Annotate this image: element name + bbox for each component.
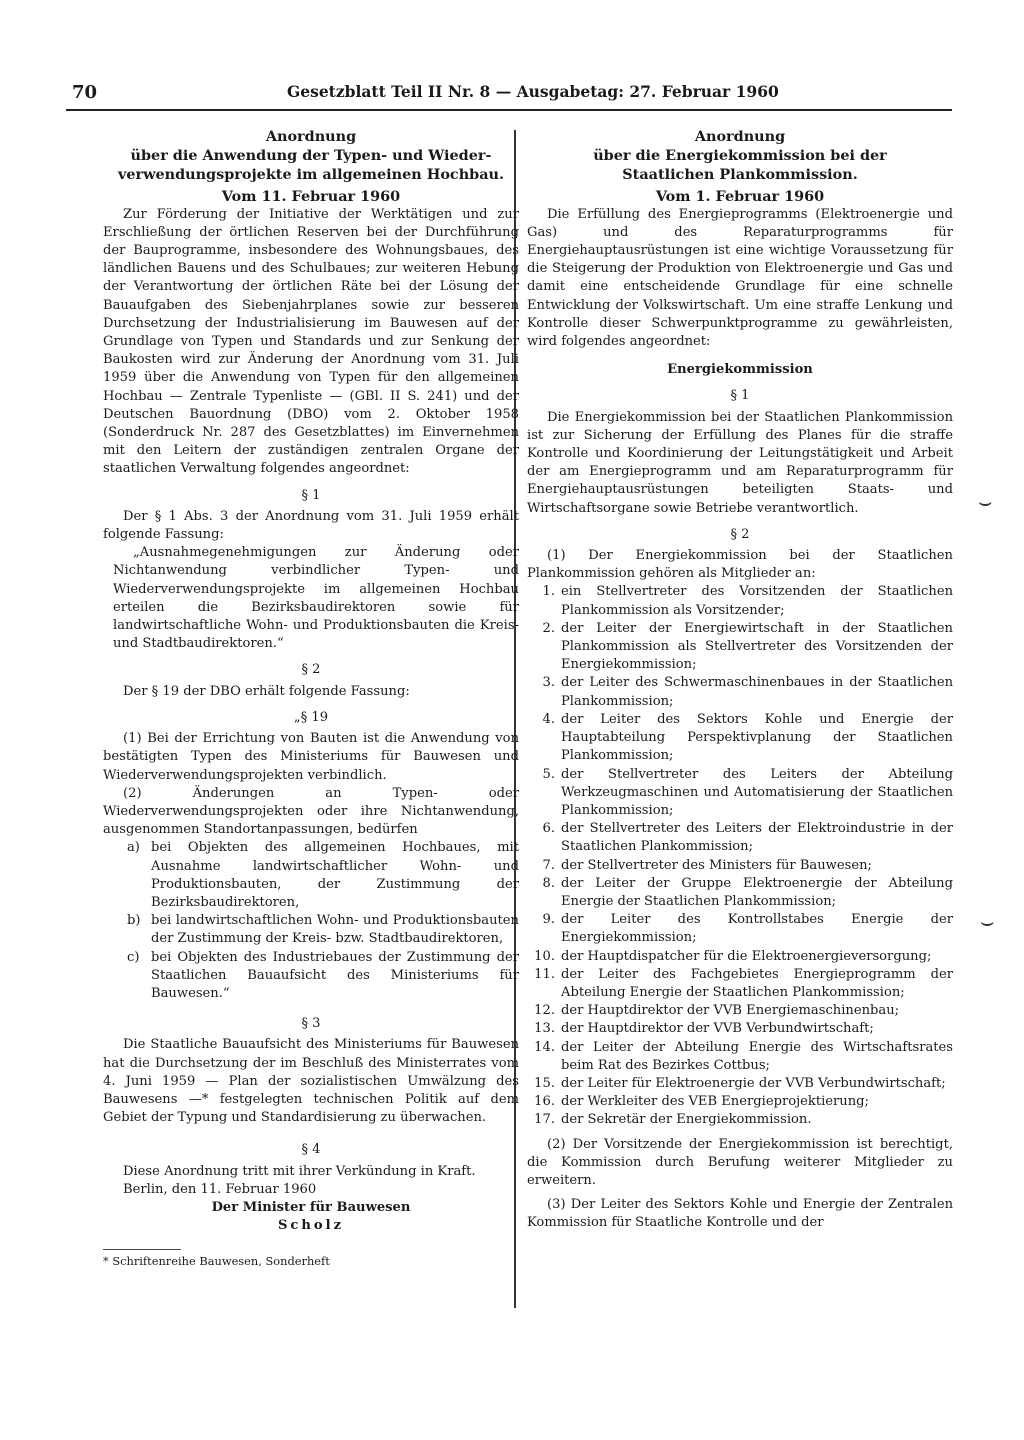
list-item-label: b) — [127, 913, 141, 929]
list-item-label: 8. — [542, 875, 555, 891]
list-item — [527, 911, 953, 947]
list-item — [527, 583, 953, 619]
list-item-label: 9. — [542, 912, 555, 928]
right-section-2-paragraph-1: (1) Der Energiekommission bei der Staatlichen Plankommission gehören als Mitglieder an: — [527, 548, 953, 582]
list-item-label: a) — [127, 840, 140, 856]
list-item-text: der Stellvertreter des Ministers für Bauwesen; — [561, 857, 872, 873]
signatory-title: Der Minister für Bauwesen — [211, 1199, 411, 1215]
list-item-text: bei Objekten des allgemeinen Hochbaues, mit Ausnahme landwirtschaftlicher Wohn- und Produktionsbauten, der Zustimmung der Bezirksbaudirektoren, — [151, 840, 519, 910]
page-header — [0, 82, 1024, 108]
left-title — [103, 127, 519, 185]
left-section-4-heading: § 4 — [301, 1142, 321, 1158]
right-preamble: Die Erfüllung des Energieprogramms (Elektroenergie und Gas) und des Reparaturprogramms für Energiehauptausrüstungen ist eine wichtige Voraussetzung für die Steigerung der Produktion von Elektroenergie und Gas und damit eine entscheidende Grundlage für eine schnelle Entwicklung der Volkswirtschaft. Um eine straffe Lenkung und Kontrolle dieser Schwerpunktprogramme zu gewährleisten, wird folgendes angeordnet: — [527, 206, 953, 350]
right-date: Vom 1. Februar 1960 — [655, 187, 825, 205]
list-item-text: der Werkleiter des VEB Energieprojektierung; — [561, 1094, 869, 1110]
list-item-text: der Leiter der Abteilung Energie des Wirtschaftsrates beim Rat des Bezirkes Cottbus; — [561, 1039, 953, 1073]
list-item — [527, 1111, 953, 1129]
right-title-line: Anordnung — [694, 128, 786, 145]
right-title — [527, 127, 953, 185]
list-item — [527, 875, 953, 911]
list-item-label: 15. — [534, 1075, 555, 1091]
left-section-4-text: Diese Anordnung tritt mit ihrer Verkündung in Kraft. — [123, 1163, 476, 1179]
left-section-1-quote: „Ausnahmegenehmigungen zur Änderung oder Nichtanwendung verbindlicher Typen- und Wiederverwendungsprojekte im allgemeinen Hochbau erteilen die Bezirksbaudirektoren sowie für landwirtschaftliche Wohn- und Produktionsbauten die Kreis- und Stadtbaudirektoren.“ — [113, 545, 519, 652]
list-item-label: 7. — [542, 857, 555, 873]
left-date: Vom 11. Februar 1960 — [221, 187, 401, 205]
right-title-line: über die Energiekommission bei der — [593, 147, 887, 165]
list-item-label: 16. — [534, 1094, 555, 1110]
list-item-label: 5. — [542, 766, 555, 782]
running-title: Gesetzblatt Teil II Nr. 8 — Ausgabetag: 27. Februar 1960 — [287, 82, 779, 101]
left-title-line: verwendungsprojekte im allgemeinen Hochbau. — [117, 166, 505, 184]
list-item-label: 4. — [542, 711, 555, 727]
list-item-label: c) — [127, 949, 140, 965]
left-section-2-heading: § 2 — [301, 662, 321, 678]
list-item — [527, 1002, 953, 1020]
list-item-text: der Leiter des Fachgebietes Energieprogramm der Abteilung Energie der Staatlichen Plankommission; — [561, 966, 953, 1000]
list-item — [103, 949, 519, 1004]
list-item-label: 11. — [534, 966, 555, 982]
list-item-label: 17. — [534, 1112, 555, 1128]
list-item — [527, 1075, 953, 1093]
list-item-text: ein Stellvertreter des Vorsitzenden der Staatlichen Plankommission als Vorsitzender; — [561, 584, 953, 618]
list-item — [527, 674, 953, 710]
left-section-2-intro: Der § 19 der DBO erhält folgende Fassung: — [123, 683, 410, 699]
list-item-label: 1. — [542, 584, 555, 600]
list-item — [527, 766, 953, 821]
left-section-1-intro: Der § 1 Abs. 3 der Anordnung vom 31. Juli 1959 erhält folgende Fassung: — [103, 508, 519, 543]
list-item-text: der Sekretär der Energiekommission. — [561, 1112, 812, 1128]
list-item-text: der Leiter des Sektors Kohle und Energie der Hauptabteilung Perspektivplanung der Staatlichen Plankommission; — [561, 711, 953, 764]
list-item-text: der Leiter der Energiewirtschaft in der Staatlichen Plankommission als Stellvertreter des Vorsitzenden der Energiekommission; — [561, 620, 953, 673]
list-item-text: der Hauptdirektor der VVB Energiemaschinenbau; — [561, 1003, 900, 1019]
list-item-text: der Hauptdispatcher für die Elektroenergieversorgung; — [561, 948, 932, 964]
list-item-label: 3. — [542, 675, 555, 691]
dbo-section-19-paragraph-1: (1) Bei der Errichtung von Bauten ist die Anwendung von bestätigten Typen des Ministeriums für Bauwesen und Wiederverwendungsprojekten verbindlich. — [103, 731, 519, 783]
list-item — [103, 912, 519, 948]
list-item — [527, 1020, 953, 1038]
member-list — [527, 583, 953, 1129]
list-item-text: der Leiter des Schwermaschinenbaues in der Staatlichen Plankommission; — [561, 675, 953, 709]
list-item-text: der Leiter des Kontrollstabes Energie der Energiekommission; — [561, 912, 953, 946]
right-section-2-paragraph-2: (2) Der Vorsitzende der Energiekommission ist berechtigt, die Kommission durch Berufung weiterer Mitglieder zu erweitern. — [527, 1136, 953, 1188]
right-column — [527, 127, 953, 1233]
list-item — [527, 1039, 953, 1075]
dbo-section-19-paragraph-2: (2) Änderungen an Typen- oder Wiederverwendungsprojekten oder ihre Nichtanwendung, ausgenommen Standortanpassungen, bedürfen — [103, 785, 519, 838]
list-item-text: der Leiter für Elektroenergie der VVB Verbundwirtschaft; — [561, 1075, 946, 1091]
header-rule — [66, 109, 952, 111]
list-item-label: 10. — [534, 948, 555, 964]
left-section-3-text: Die Staatliche Bauaufsicht des Ministeriums für Bauwesen hat die Durchsetzung der im Beschluß des Ministerrates vom 4. Juni 1959 — Plan der sozialistischen Umwälzung des Bauwesens —* festgelegten technischen Politik auf dem Gebiet der Typung und Standardisierung zu überwachen. — [103, 1037, 519, 1126]
left-preamble: Zur Förderung der Initiative der Werktätigen und zur Erschließung der örtlichen Reserven bei der Durchführung der Bauprogramme, insbesondere des Wohnungsbaues, des ländlichen Bauens und des Schulbaues; zur weiteren Hebung der Verantwortung der örtlichen Räte bei der Lösung der Bauaufgaben des Siebenjahrplanes sowie zur besseren Durchsetzung der Industrialisierung im Bauwesen auf der Grundlage von Typen und Standards und zur Senkung der Baukosten wird zur Änderung der Anordnung vom 31. Juli 1959 über die Anwendung von Typen für den allgemeinen Hochbau — Zentrale Typenliste — (GBl. II S. 241) und der Deutschen Bauordnung (DBO) vom 2. Oktober 1958 (Sonderdruck Nr. 287 des Gesetzblattes) im Einvernehmen mit den Leitern der zuständigen zentralen Organe der staatlichen Verwaltung folgendes angeordnet: — [103, 206, 519, 477]
dbo-section-19-heading: „§ 19 — [293, 709, 329, 725]
left-title-line: über die Anwendung der Typen- und Wieder- — [130, 147, 492, 165]
right-title-line: Staatlichen Plankommission. — [622, 166, 858, 184]
list-item — [527, 711, 953, 766]
page-number: 70 — [72, 82, 98, 103]
left-column — [103, 127, 519, 1269]
list-item-text: der Hauptdirektor der VVB Verbundwirtschaft; — [561, 1021, 874, 1037]
list-item-label: 12. — [534, 1003, 555, 1019]
list-item — [527, 620, 953, 675]
list-item — [103, 839, 519, 912]
place-and-date: Berlin, den 11. Februar 1960 — [123, 1181, 317, 1197]
right-section-2-heading: § 2 — [730, 526, 750, 542]
list-item-text: der Leiter der Gruppe Elektroenergie der Abteilung Energie der Staatlichen Plankommission; — [561, 875, 953, 909]
footnote-rule — [103, 1249, 181, 1250]
right-subheading: Energiekommission — [667, 362, 813, 378]
list-item-text: bei landwirtschaftlichen Wohn- und Produktionsbauten der Zustimmung der Kreis- bzw. Stadtbaudirektoren, — [151, 913, 519, 947]
list-item-text: der Stellvertreter des Leiters der Elektroindustrie in der Staatlichen Plankommission; — [561, 821, 953, 855]
list-item-label: 13. — [534, 1021, 555, 1037]
list-item-label: 14. — [534, 1039, 555, 1055]
footnote: * Schriftenreihe Bauwesen, Sonderheft — [103, 1254, 330, 1269]
margin-mark: ⌣ — [980, 910, 995, 935]
right-section-2-paragraph-3: (3) Der Leiter des Sektors Kohle und Energie der Zentralen Kommission für Staatliche Kontrolle und der — [527, 1197, 953, 1231]
left-section-1-heading: § 1 — [301, 487, 321, 503]
list-item-label: 2. — [542, 620, 555, 636]
right-section-1-heading: § 1 — [730, 388, 750, 404]
list-item — [527, 820, 953, 856]
list-item — [527, 966, 953, 1002]
list-item-text: bei Objekten des Industriebaues der Zustimmung der Staatlichen Bauaufsicht des Ministeriums für Bauwesen.“ — [151, 949, 519, 1001]
list-item — [527, 857, 953, 875]
list-item-label: 6. — [542, 821, 555, 837]
left-section-3-heading: § 3 — [301, 1016, 321, 1032]
list-item-text: der Stellvertreter des Leiters der Abteilung Werkzeugmaschinen und Automatisierung der Staatlichen Plankommission; — [561, 766, 953, 818]
list-item — [527, 948, 953, 966]
right-section-1-text: Die Energiekommission bei der Staatlichen Plankommission ist zur Sicherung der Erfüllung des Planes für die straffe Kontrolle und Koordinierung der Leitungstätigkeit und Arbeit der am Energieprogramm und am Reparaturprogramm für Energiehauptausrüstungen beteiligten Staats- und Wirtschaftsorgane sowie Betriebe verantwortlich. — [527, 409, 953, 516]
margin-mark: ⌣ — [978, 490, 993, 515]
list-item — [527, 1093, 953, 1111]
signatory-name: Scholz — [277, 1218, 345, 1234]
left-title-line: Anordnung — [265, 128, 357, 145]
